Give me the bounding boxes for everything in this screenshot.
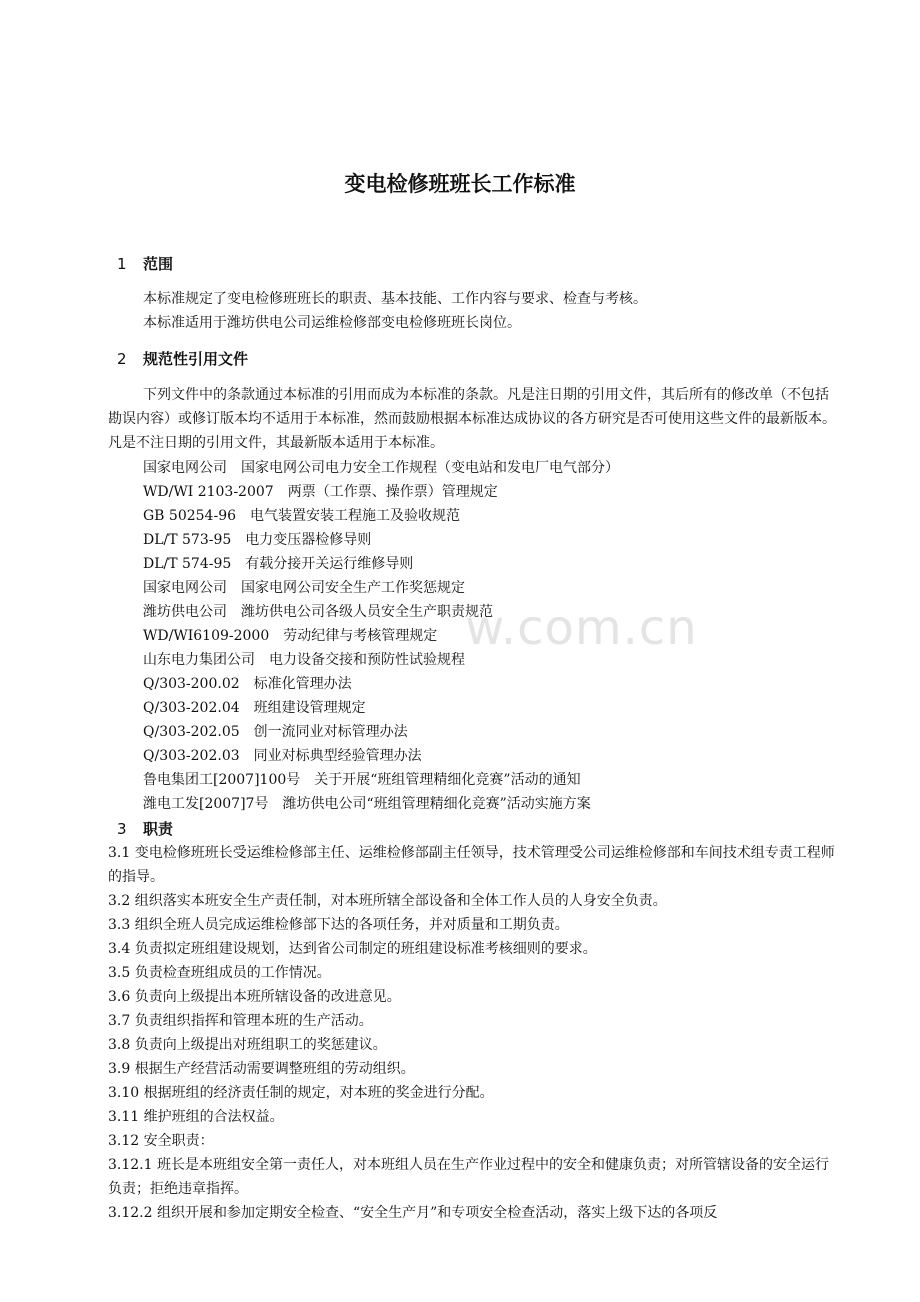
- duty-item: 3.11 维护班组的合法权益。: [108, 1109, 284, 1125]
- duty-item: 3.2 组织落实本班安全生产责任制，对本班所辖全部设备和全体工作人员的人身安全负责。: [108, 893, 667, 909]
- reference-item: Q/303-202.05 创一流同业对标管理办法: [143, 724, 408, 740]
- reference-item: 潍坊供电公司 潍坊供电公司各级人员安全生产职责规范: [143, 604, 493, 620]
- section-number: 3: [117, 820, 127, 838]
- duty-item: 3.7 负责组织指挥和管理本班的生产活动。: [108, 1013, 373, 1029]
- duty-item: 3.12.1 班长是本班组安全第一责任人，对本班组人员在生产作业过程中的安全和健康负责；对所管辖设备的安全运行负责；拒绝违章指挥。: [108, 1157, 829, 1197]
- duty-item: 3.3 组织全班人员完成运维检修部下达的各项任务，并对质量和工期负责。: [108, 917, 569, 933]
- reference-item: 潍电工发[2007]7号 潍坊供电公司“班组管理精细化竞赛”活动实施方案: [143, 796, 591, 812]
- reference-item: Q/303-202.04 班组建设管理规定: [143, 700, 366, 716]
- reference-item: 国家电网公司 国家电网公司安全生产工作奖惩规定: [143, 580, 465, 596]
- section-title: 职责: [143, 820, 174, 838]
- section-title: 范围: [143, 255, 174, 273]
- reference-item: WD/WI 2103-2007 两票（工作票、操作票）管理规定: [143, 484, 498, 500]
- section-heading-duties: [117, 817, 173, 841]
- section-number: 2: [117, 350, 127, 368]
- section-number: 1: [117, 255, 127, 273]
- references-intro-paragraph: 下列文件中的条款通过本标准的引用而成为本标准的条款。凡是注日期的引用文件，其后所有的修改单（不包括勘误内容）或修订版本均不适用于本标准，然而鼓励根据本标准达成协议的各方研究是否可使用这些文件的最新版本。凡是不注日期的引用文件，其最新版本适用于本标准。: [108, 387, 836, 451]
- reference-item: DL/T 573-95 电力变压器检修导则: [143, 532, 372, 548]
- section-heading-scope: [117, 252, 173, 276]
- duty-item: 3.4 负责拟定班组建设规划，达到省公司制定的班组建设标准考核细则的要求。: [108, 941, 597, 957]
- section-title: 规范性引用文件: [143, 350, 249, 368]
- duty-item: 3.5 负责检查班组成员的工作情况。: [108, 965, 331, 981]
- duty-item: 3.10 根据班组的经济责任制的规定，对本班的奖金进行分配。: [108, 1085, 494, 1101]
- reference-item: 山东电力集团公司 电力设备交接和预防性试验规程: [143, 652, 465, 668]
- reference-item: DL/T 574-95 有载分接开关运行维修导则: [143, 556, 414, 572]
- reference-item: Q/303-200.02 标准化管理办法: [143, 676, 352, 692]
- reference-item: GB 50254-96 电气装置安装工程施工及验收规范: [143, 508, 461, 524]
- duty-item: 3.8 负责向上级提出对班组职工的奖惩建议。: [108, 1037, 387, 1053]
- reference-item: Q/303-202.03 同业对标典型经验管理办法: [143, 748, 422, 764]
- reference-item: 国家电网公司 国家电网公司电力安全工作规程（变电站和发电厂电气部分）: [143, 460, 619, 476]
- duty-item: 3.1 变电检修班班长受运维检修部主任、运维检修部副主任领导，技术管理受公司运维检修部和车间技术组专责工程师的指导。: [108, 845, 835, 885]
- section-heading-references: [117, 347, 248, 371]
- watermark: w.com.cn: [465, 600, 698, 656]
- reference-item: 鲁电集团工[2007]100号 关于开展“班组管理精细化竞赛”活动的通知: [143, 772, 581, 788]
- reference-item: WD/WI6109-2000 劳动纪律与考核管理规定: [143, 628, 438, 644]
- scope-line: 本标准规定了变电检修班班长的职责、基本技能、工作内容与要求、检查与考核。: [143, 291, 647, 307]
- duty-item: 3.9 根据生产经营活动需要调整班组的劳动组织。: [108, 1061, 415, 1077]
- scope-line: 本标准适用于潍坊供电公司运维检修部变电检修班班长岗位。: [143, 315, 521, 331]
- duty-item: 3.12.2 组织开展和参加定期安全检查、“安全生产月”和专项安全检查活动，落实上级下达的各项反: [108, 1205, 718, 1221]
- duty-item: 3.6 负责向上级提出本班所辖设备的改进意见。: [108, 989, 401, 1005]
- duty-item: 3.12 安全职责：: [108, 1133, 214, 1149]
- document-title: 变电检修班班长工作标准: [344, 172, 576, 196]
